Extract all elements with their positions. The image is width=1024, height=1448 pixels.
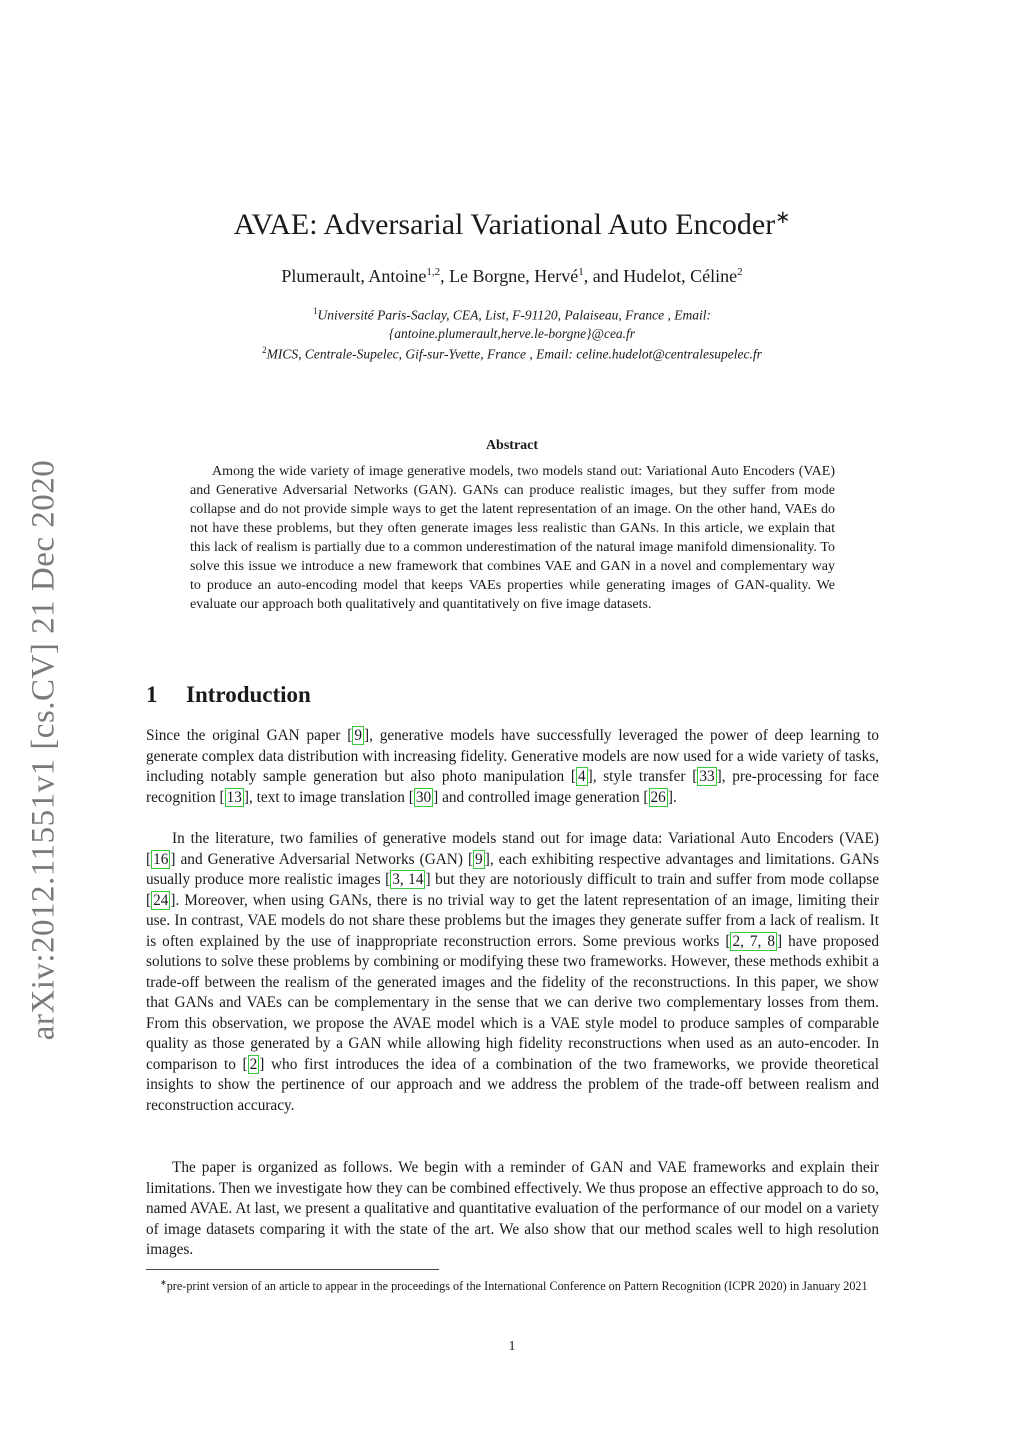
affiliation-text: Université Paris-Saclay, CEA, List, F-91120, Palaiseau, France , Email: bbox=[317, 307, 711, 323]
citation-link[interactable]: 24 bbox=[153, 891, 169, 909]
citation-bracket: [ bbox=[643, 788, 649, 806]
section-heading bbox=[146, 682, 311, 708]
affiliation-text: MICS, Centrale-Supelec, Gif-sur-Yvette, France , Email: celine.hudelot@centralesupelec.fr bbox=[266, 346, 762, 362]
arxiv-identifier-stamp bbox=[24, 440, 64, 1060]
paragraph-text: Since the original GAN paper bbox=[146, 727, 348, 744]
citation-bracket: [ bbox=[692, 768, 698, 785]
citation-link[interactable]: 2, 7, 8 bbox=[732, 932, 775, 950]
author-affiliation-mark: 1,2 bbox=[426, 266, 441, 278]
citation-bracket: ] bbox=[587, 768, 593, 785]
intro-paragraph-1 bbox=[146, 726, 879, 808]
citation-bracket: ] bbox=[776, 932, 783, 950]
citation-bracket: ] bbox=[243, 788, 250, 806]
paragraph-text: , generative models have successfully leveraged the power of deep learning to generate complex data distribution with increasing fidelity. Generative models are now used for a wide variety of tasks, including notably sample generation but also photo manipulation bbox=[146, 727, 880, 785]
citation-bracket: ] bbox=[484, 850, 490, 868]
citation-link[interactable]: 30 bbox=[415, 788, 432, 806]
citation-link[interactable]: 2 bbox=[249, 1055, 258, 1073]
intro-paragraph-3: The paper is organized as follows. We begin with a reminder of GAN and VAE frameworks and explain their limitations. Then we investigate how they can be combined effectively. We thus propose an effective approach to do so, named AVAE. At last, we present a qualitative and quantitative evaluation of the performance of our model on a variety of image datasets comparing it with the state of the art. We also show that our method scales well to high resolution images. bbox=[146, 1159, 879, 1258]
author-name: Le Borgne, Hervé bbox=[449, 266, 579, 286]
affiliation-2 bbox=[0, 345, 1024, 363]
page-number: 1 bbox=[508, 1339, 516, 1354]
citation-bracket: [ bbox=[242, 1055, 248, 1073]
citation-bracket: ] bbox=[667, 788, 673, 806]
footnote-mark: ∗ bbox=[160, 1278, 167, 1287]
affiliation-mark: 2 bbox=[262, 345, 267, 355]
footnote bbox=[146, 1274, 879, 1295]
citation-bracket: [ bbox=[219, 788, 225, 806]
citation-link[interactable]: 16 bbox=[153, 850, 169, 868]
section-title: Introduction bbox=[186, 682, 311, 707]
title-text: AVAE: Adversarial Variational Auto Encoder bbox=[233, 208, 776, 241]
citation-bracket: [ bbox=[385, 871, 391, 888]
footnote-divider bbox=[146, 1269, 439, 1270]
paragraph-text: and Generative Adversarial Networks (GAN) bbox=[175, 850, 468, 868]
citation-bracket: [ bbox=[408, 788, 414, 806]
affiliation-1 bbox=[0, 306, 1024, 324]
section-number: 1 bbox=[146, 682, 158, 707]
author-name: Plumerault, Antoine bbox=[281, 266, 427, 286]
citation-bracket: ] bbox=[433, 788, 439, 806]
author-affiliation-mark: 1 bbox=[578, 266, 584, 278]
citation-link[interactable]: 4 bbox=[577, 768, 586, 785]
author-conjunction: and bbox=[592, 266, 619, 286]
citation-link[interactable]: 9 bbox=[475, 850, 483, 868]
citation-link[interactable]: 13 bbox=[226, 788, 242, 806]
paragraph-text: , pre-processing for face recognition bbox=[146, 768, 879, 806]
paragraph-text: . bbox=[672, 788, 677, 806]
citation-bracket: [ bbox=[347, 727, 353, 744]
citation-bracket: [ bbox=[467, 850, 474, 868]
citation-bracket: ] bbox=[716, 768, 722, 785]
author-list: Plumerault, Antoine$^{1,2}$, Le Borgne, Hervé$^1$, and Hudelot, Céline$^2$ bbox=[281, 266, 743, 286]
citation-bracket: [ bbox=[570, 768, 576, 785]
citation-bracket: ] bbox=[170, 891, 176, 909]
paper-title bbox=[0, 207, 1024, 242]
author-name: Hudelot, Céline bbox=[623, 266, 738, 286]
arxiv-identifier-text: arXiv:2012.11551v1 [cs.CV] 21 Dec 2020 bbox=[25, 459, 62, 1041]
affiliation-email-text: {antoine.plumerault,herve.le-borgne}@cea.fr bbox=[388, 326, 636, 341]
intro-paragraph-2 bbox=[146, 829, 879, 1116]
paragraph-text: , each exhibiting respective advantages and limitations. GANs usually produce more realistic images bbox=[146, 850, 879, 888]
citation-bracket: ] bbox=[170, 850, 176, 868]
citation-bracket: ] bbox=[259, 1055, 265, 1073]
author-affiliation-mark: 2 bbox=[737, 266, 743, 278]
paragraph-text: , style transfer bbox=[592, 768, 693, 785]
paragraph-text: and controlled image generation bbox=[438, 788, 644, 806]
paragraph-text: but they are notoriously difficult to train and suffer from mode collapse bbox=[430, 871, 880, 888]
citation-bracket: [ bbox=[725, 932, 731, 950]
affiliation-1-email bbox=[0, 326, 1024, 342]
citation-link[interactable]: 26 bbox=[650, 788, 666, 806]
footnote-text: pre-print version of an article to appear in the proceedings of the International Conference on Pattern Recognition (ICPR 2020) in January 2021 bbox=[166, 1279, 868, 1294]
abstract-body: Among the wide variety of image generative models, two models stand out: Variational Auto Encoders (VAE) and Generative Adversarial Networks (GAN). GANs can produce realistic images, but they suffer from mode collapse and do not provide simple ways to get the latent representation of an image. On the other hand, VAEs do not have these problems, but they often generate images less realistic than GANs. In this article, we explain that this lack of realism is partially due to a common underestimation of the natural image manifold dimensionality. To solve this issue we introduce a new framework that combines VAE and GAN in a novel and complementary way to produce an auto-encoding model that keeps VAEs properties while generating images of GAN-quality. We evaluate our approach both qualitatively and quantitatively on five image datasets. bbox=[190, 464, 835, 612]
citation-link[interactable]: 3, 14 bbox=[392, 871, 424, 888]
citation-bracket: ] bbox=[364, 727, 370, 744]
citation-link[interactable]: 33 bbox=[699, 768, 715, 785]
citation-link[interactable]: 9 bbox=[354, 727, 363, 744]
title-footnote-mark: ∗ bbox=[775, 207, 791, 227]
citation-bracket: ] bbox=[425, 871, 431, 888]
paragraph-text: In the literature, two families of generative models stand out for image data: Variational Auto Encoders (VAE) bbox=[172, 830, 879, 847]
paragraph-text: , text to image translation bbox=[249, 788, 409, 806]
citation-bracket: [ bbox=[146, 850, 152, 868]
abstract-heading: Abstract bbox=[485, 438, 539, 453]
affiliation-mark: 1 bbox=[313, 306, 318, 316]
citation-bracket: [ bbox=[146, 891, 152, 909]
paragraph-text: who first introduces the idea of a combination of the two frameworks, we provide theoretical insights to show the pertinence of our approach and we address the problem of the trade-off between realism and reconstruction accuracy. bbox=[146, 1055, 879, 1114]
paragraph-text: have proposed solutions to solve these problems by combining or modifying these two frameworks. However, these methods exhibit a trade-off between the realism of the generated images and the fidelity of the reconstructions. In this paper, we show that GANs and VAEs can be complementary in the sense that we can derive two complementary losses from them. From this observation, we propose the AVAE model which is a VAE style model to produce samples of comparable quality as those generated by a GAN while allowing high fidelity reconstructions when used as an auto-encoder. In comparison to bbox=[146, 932, 879, 1073]
paragraph-text: . Moreover, when using GANs, there is no trivial way to get the latent representation of an image, limiting their use. In contrast, VAE models do not share these problems but the images they generate suffer from a lack of realism. It is often explained by the use of inappropriate reconstruction errors. Some previous works bbox=[146, 891, 879, 950]
